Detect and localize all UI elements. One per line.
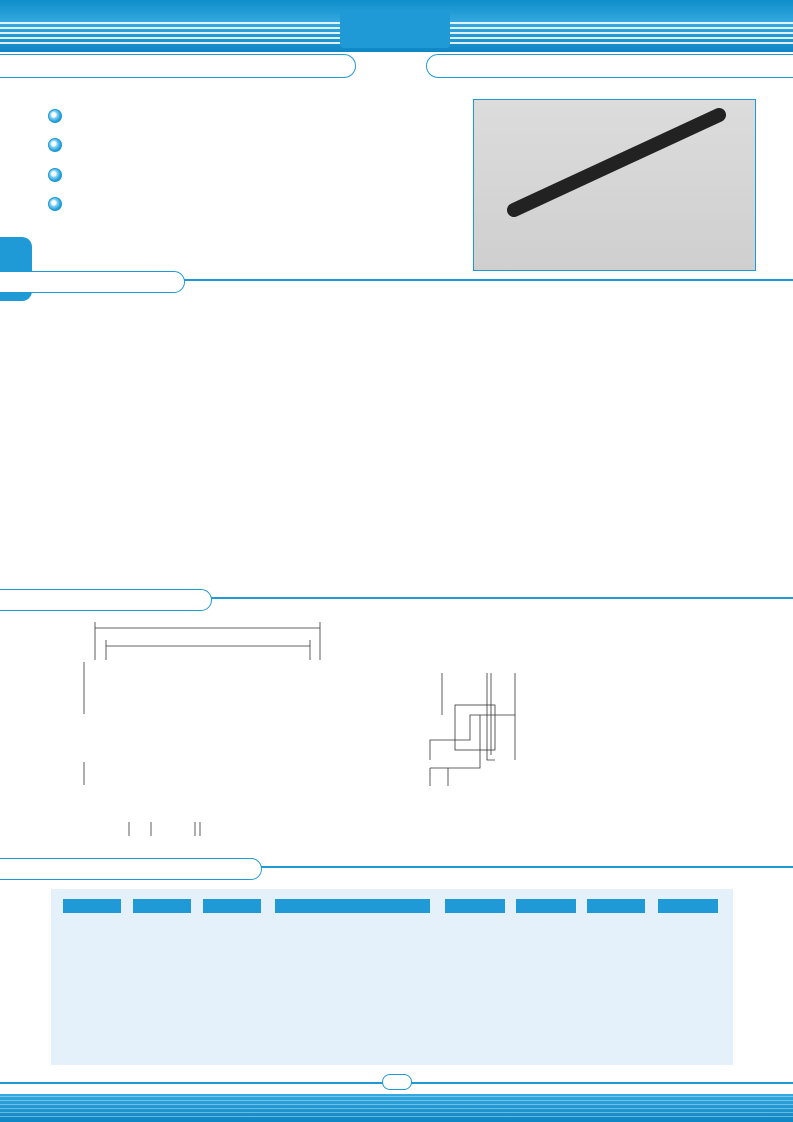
order-column	[133, 899, 191, 921]
order-column	[203, 899, 261, 921]
bullet-icon	[48, 109, 62, 123]
feature-item	[48, 190, 76, 220]
order-column	[63, 899, 121, 921]
footer-stripes	[0, 1096, 793, 1120]
order-column	[516, 899, 576, 921]
page-title-right	[426, 54, 793, 78]
footer-band	[0, 1094, 793, 1122]
bullet-icon	[48, 168, 62, 182]
feature-item	[48, 131, 76, 161]
specification-heading	[0, 271, 185, 293]
ordering-heading	[0, 858, 262, 880]
outline-drawing	[50, 610, 530, 845]
outline-drawing-heading	[0, 589, 212, 611]
feature-list	[48, 101, 76, 219]
bullet-icon	[48, 197, 62, 211]
order-column	[445, 899, 505, 921]
order-column	[275, 899, 430, 921]
feature-item	[48, 160, 76, 190]
order-column	[658, 899, 718, 921]
dubilier-logo	[340, 10, 450, 48]
product-photo	[473, 99, 756, 271]
feature-item	[48, 101, 76, 131]
order-column	[587, 899, 645, 921]
page-number	[382, 1074, 412, 1090]
page-title-left	[0, 54, 356, 78]
pin-header-illustration	[474, 100, 756, 271]
bullet-icon	[48, 138, 62, 152]
